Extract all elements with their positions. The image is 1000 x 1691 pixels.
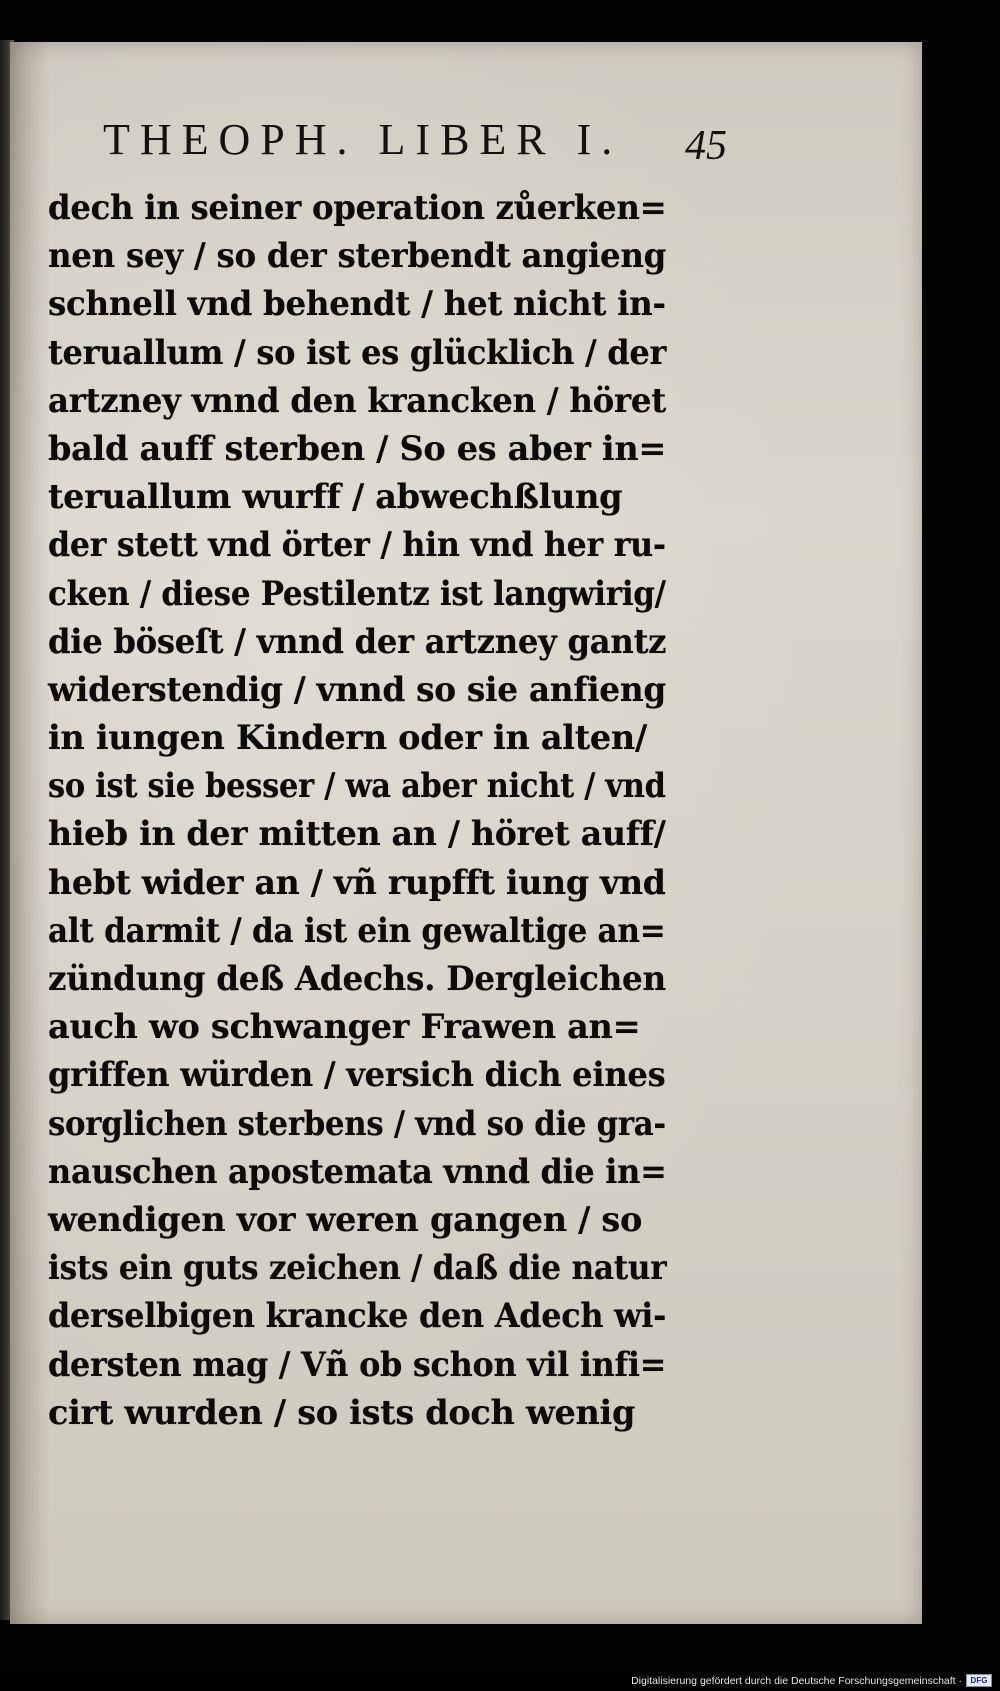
text-line: teruallum / so ist es glücklich / der <box>48 332 667 372</box>
text-line: sorglichen sterbens / vnd so die gra- <box>48 1103 666 1143</box>
text-line: dersten mag / Vñ ob schon vil infi= <box>48 1344 667 1384</box>
text-line: der stett vnd örter / hin vnd her ru- <box>48 525 666 565</box>
digitization-credit: Digitalisierung gefördert durch die Deutsche Forschungsgemeinschaft · <box>631 1675 962 1687</box>
text-line: artzney vnnd den krancken / höret <box>48 380 666 420</box>
text-line: so ist sie besser / wa aber nicht / vnd <box>48 766 666 806</box>
text-line: derselbigen krancke den Adech wi- <box>48 1296 667 1336</box>
text-line: nen sey / so der sterbendt angieng <box>48 236 667 276</box>
text-line: hebt wider an / vñ rupfft iung vnd <box>48 862 666 902</box>
page-body-text <box>48 184 728 1437</box>
text-line: dech in seiner operation zůerken= <box>48 188 667 227</box>
dfg-logo-icon: DFG <box>966 1674 992 1687</box>
text-line: bald auff sterben / So es aber in= <box>48 428 667 468</box>
text-line: wendigen vor weren gangen / so <box>48 1199 643 1239</box>
text-line: hieb in der mitten an / höret auff/ <box>48 814 666 854</box>
text-line: schnell vnd behendt / het nicht in- <box>48 284 666 324</box>
page-number: 45 <box>685 123 727 169</box>
text-line: widerstendig / vnnd so sie anfieng <box>48 669 666 709</box>
page-header <box>103 112 743 168</box>
text-line: griffen würden / versich dich eines <box>48 1055 666 1095</box>
text-line: zündung deß Adechs. Dergleichen <box>48 959 666 998</box>
running-head: THEOPH. LIBER I. <box>103 115 623 164</box>
text-line: cken / diese Pestilentz ist langwirig/ <box>48 573 666 613</box>
text-line: alt darmit / da ist ein gewaltige an= <box>48 910 666 950</box>
text-line: die böseſt / vnnd der artzney gantz <box>48 621 667 661</box>
book-page <box>10 42 922 1624</box>
text-line: cirt wurden / so ists doch wenig <box>48 1392 636 1432</box>
text-line: in iungen Kindern oder in alten/ <box>48 718 647 758</box>
text-line: teruallum wurff / abwechßlung <box>48 477 623 517</box>
text-line: auch wo schwanger Frawen an= <box>48 1007 641 1047</box>
text-line: ists ein guts zeichen / daß die natur <box>48 1248 667 1288</box>
text-line: nauschen apostemata vnnd die in= <box>48 1151 667 1191</box>
